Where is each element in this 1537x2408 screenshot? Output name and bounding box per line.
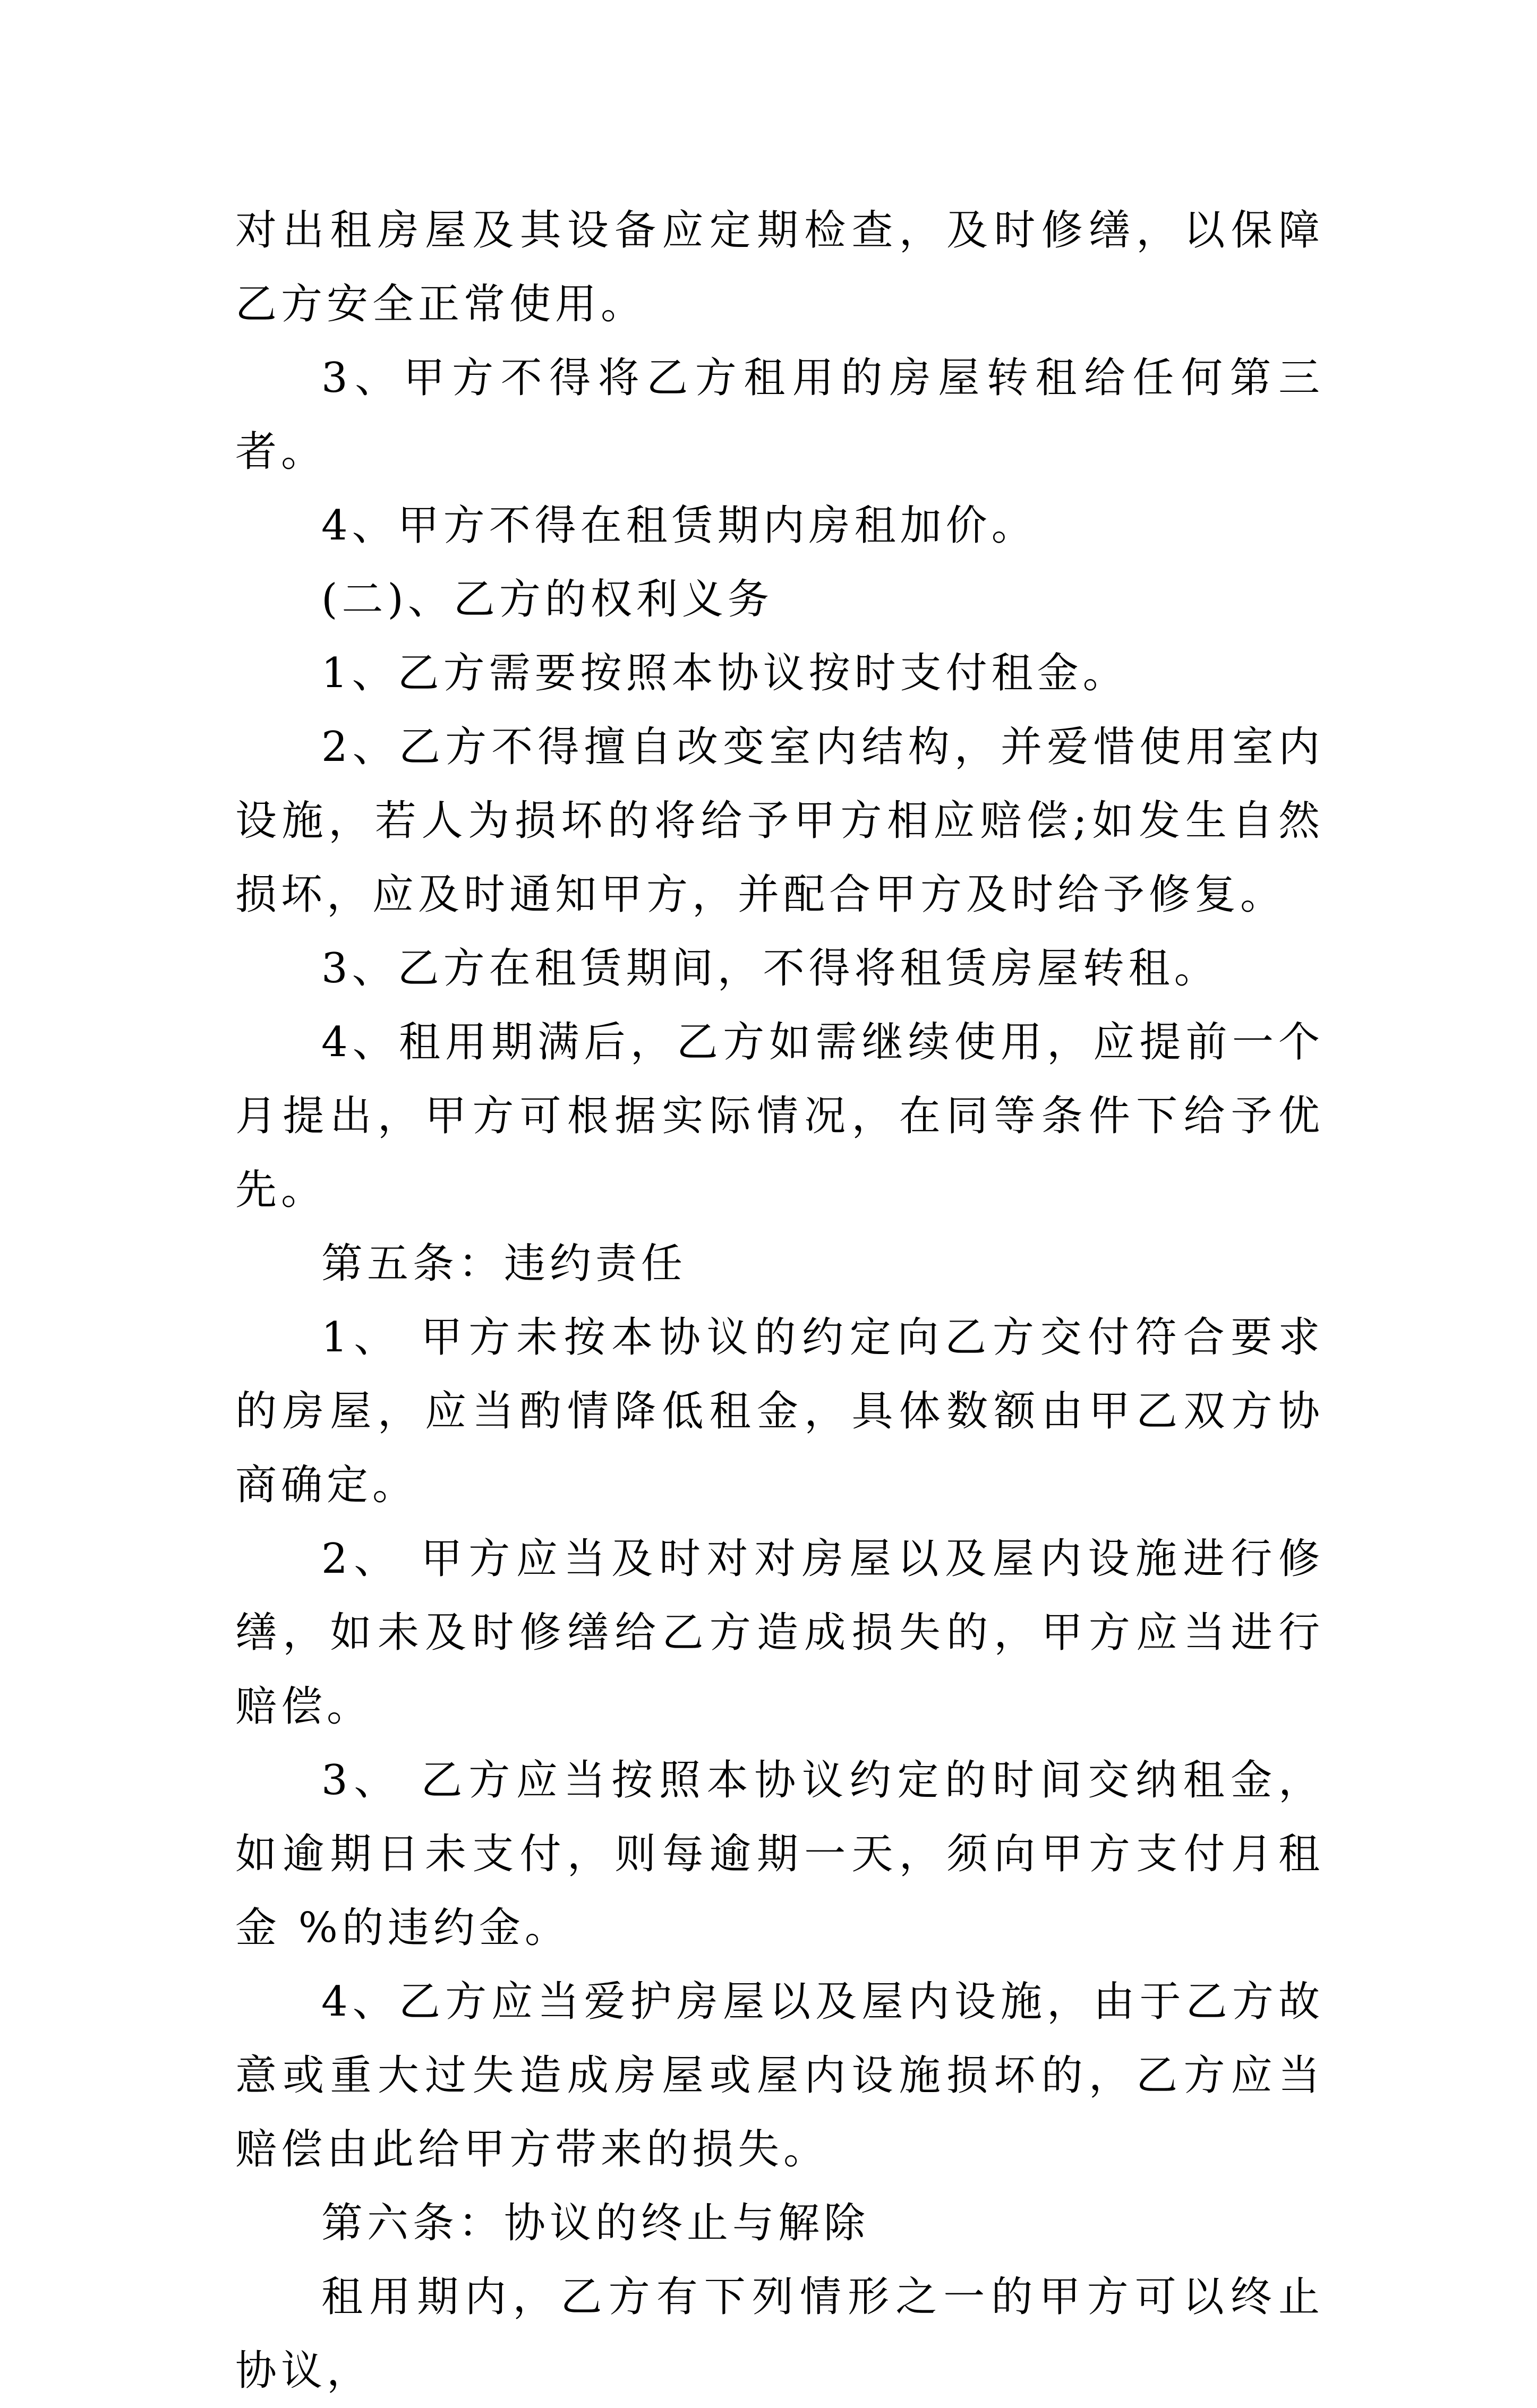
paragraph-breach-2: 2、 甲方应当及时对对房屋以及屋内设施进行修缮，如未及时修缮给乙方造成损失的，甲方应当进行赔偿。: [235, 1535, 1324, 1730]
paragraph-tenant-no-sublet: 3、乙方在租赁期间，不得将租赁房屋转租。: [321, 945, 1220, 992]
paragraph-tenant-renewal: 4、租用期满后，乙方如需继续使用，应提前一个月提出，甲方可根据实际情况，在同等条件下给予优先。: [235, 1018, 1324, 1214]
paragraph-breach-4: 4、乙方应当爱护房屋以及屋内设施，由于乙方故意或重大过失造成房屋或屋内设施损坏的，乙方应当赔偿由此给甲方带来的损失。: [235, 1978, 1324, 2173]
article-heading-breach: 第五条：违约责任: [321, 1240, 687, 1288]
document-body: [235, 194, 1324, 2408]
paragraph-landlord-maintenance-cont: 对出租房屋及其设备应定期检查，及时修缮，以保障乙方安全正常使用。: [235, 207, 1324, 328]
paragraph-landlord-no-sublet: 3、甲方不得将乙方租用的房屋转租给任何第三者。: [235, 354, 1324, 476]
paragraph-breach-1: 1、 甲方未按本协议的约定向乙方交付符合要求的房屋，应当酌情降低租金，具体数额由甲乙双方协商确定。: [235, 1314, 1324, 1509]
article-heading-termination: 第六条：协议的终止与解除: [321, 2199, 870, 2247]
paragraph-termination-intro: 租用期内，乙方有下列情形之一的甲方可以终止协议，: [235, 2273, 1324, 2395]
paragraph-breach-3: 3、 乙方应当按照本协议约定的时间交纳租金，如逾期日未支付，则每逾期一天，须向甲方支付月租金 %的违约金。: [235, 1756, 1324, 1952]
paragraph-tenant-pay-rent: 1、乙方需要按照本协议按时支付租金。: [321, 649, 1129, 697]
section-heading-tenant-rights: (二)、乙方的权利义务: [321, 576, 773, 623]
paragraph-tenant-no-alteration: 2、乙方不得擅自改变室内结构，并爱惜使用室内设施，若人为损坏的将给予甲方相应赔偿;如发生自然损坏，应及时通知甲方，并配合甲方及时给予修复。: [235, 723, 1324, 919]
paragraph-landlord-no-rent-increase: 4、甲方不得在租赁期内房租加价。: [321, 502, 1037, 550]
